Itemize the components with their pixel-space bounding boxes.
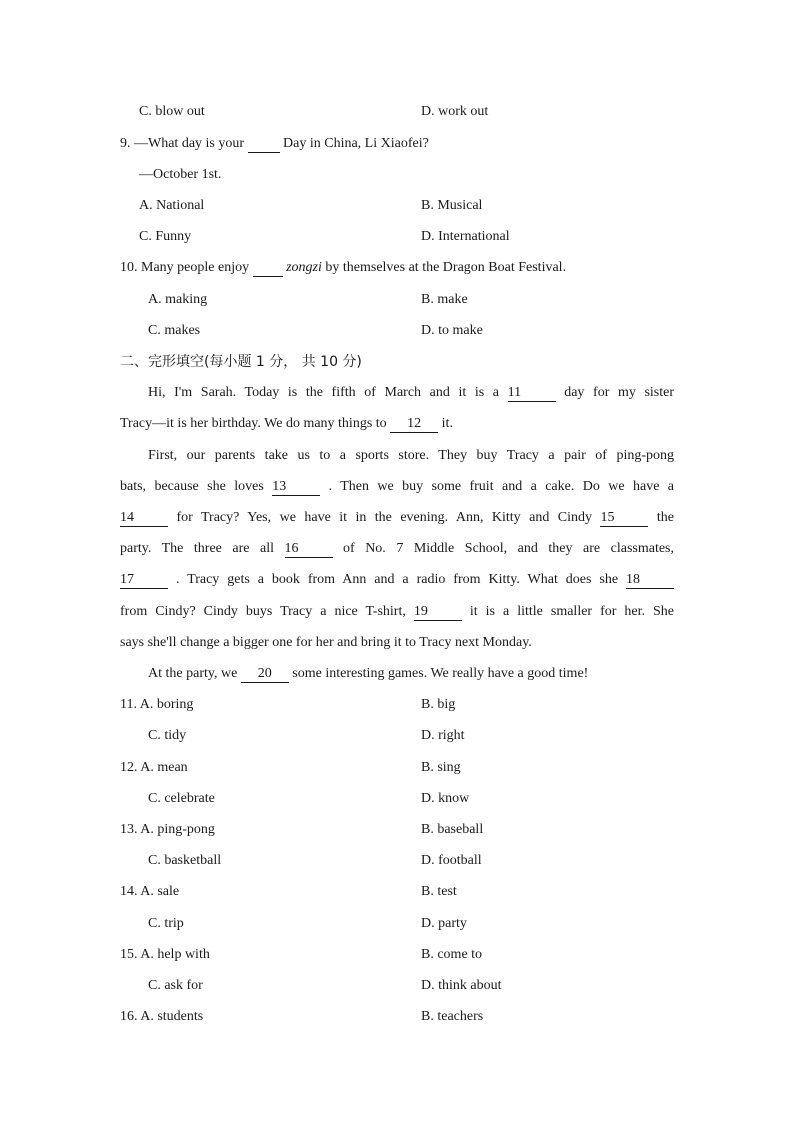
question-14-option-c: C. trip (148, 916, 184, 931)
question-15-option-a: 15. A. help with (120, 947, 210, 962)
passage-line (148, 664, 588, 684)
passage-text: party. The three are all (120, 541, 274, 556)
question-13-option-d: D. football (421, 853, 482, 868)
passage-line (120, 508, 674, 528)
question-14-option-d: D. party (421, 916, 467, 931)
option-d: D. International (421, 229, 510, 244)
cloze-blank: 13 (272, 479, 320, 496)
question-11-option-c: C. tidy (148, 728, 187, 743)
question-15-option-b: B. come to (421, 947, 483, 962)
question-number: 9. (120, 136, 131, 151)
passage-line (120, 602, 674, 622)
option-b: B. Musical (421, 198, 483, 213)
passage-text: it is a little smaller for her. She (469, 604, 675, 619)
cloze-blank: 20 (241, 666, 289, 683)
passage-text: day for my sister (564, 385, 675, 400)
cloze-blank: 19 (414, 604, 462, 621)
question-text: by themselves at the Dragon Boat Festival. (325, 260, 567, 275)
passage-text: it. (441, 416, 453, 431)
option-b: B. make (421, 292, 468, 307)
question-11-option-a: 11. A. boring (120, 697, 194, 712)
question-text: Day in China, Li Xiaofei? (283, 136, 429, 151)
passage-text: At the party, we (148, 666, 238, 681)
question-12-option-d: D. know (421, 791, 470, 806)
passage-text: from Cindy? Cindy buys Tracy a nice T-shirt, (120, 604, 406, 619)
cloze-blank: 16 (285, 541, 333, 558)
question-16-option-b: B. teachers (421, 1009, 484, 1024)
passage-text: . Tracy gets a book from Ann and a radio from Kitty. What does she (175, 572, 619, 587)
passage-text: for Tracy? Yes, we have it in the evening. Ann, Kitty and Cindy (176, 510, 593, 525)
cloze-blank: 18 (626, 572, 674, 589)
passage-text: the (656, 510, 675, 525)
question-15-option-d: D. think about (421, 978, 502, 993)
question-12-option-a: 12. A. mean (120, 760, 188, 775)
cloze-blank: 14 (120, 510, 168, 527)
option-c: C. makes (148, 323, 201, 338)
option-a: A. National (139, 198, 205, 213)
answer-blank (253, 260, 283, 277)
question-10 (120, 258, 566, 278)
passage-line (120, 414, 453, 434)
question-text: Many people enjoy (141, 260, 250, 275)
passage-line: says she'll change a bigger one for her and bring it to Tracy next Monday. (120, 635, 532, 650)
passage-line (120, 539, 674, 559)
question-9 (120, 134, 429, 154)
passage-line (120, 477, 674, 497)
question-12-option-b: B. sing (421, 760, 461, 775)
passage-text: Hi, I'm Sarah. Today is the fifth of March and it is a (148, 385, 499, 400)
option-a: A. making (148, 292, 208, 307)
passage-text: some interesting games. We really have a good time! (292, 666, 589, 681)
passage-line (120, 570, 674, 590)
italic-word: zongzi (286, 260, 322, 275)
section-title: 二、完形填空(每小题 1 分， 共 10 分) (120, 354, 362, 370)
passage-line (148, 383, 674, 403)
passage-text: bats, because she loves (120, 479, 264, 494)
cloze-blank: 15 (600, 510, 648, 527)
passage-text: Tracy—it is her birthday. We do many things to (120, 416, 387, 431)
question-11-option-d: D. right (421, 728, 465, 743)
cloze-blank: 11 (508, 385, 556, 402)
passage-line: First, our parents take us to a sports store. They buy Tracy a pair of ping-pong (148, 448, 674, 463)
question-14-option-b: B. test (421, 884, 457, 899)
option-d: D. work out (421, 104, 489, 119)
question-13-option-b: B. baseball (421, 822, 484, 837)
question-12-option-c: C. celebrate (148, 791, 215, 806)
option-d: D. to make (421, 323, 483, 338)
answer-blank (248, 136, 280, 153)
question-15-option-c: C. ask for (148, 978, 203, 993)
option-c: C. Funny (139, 229, 192, 244)
question-16-option-a: 16. A. students (120, 1009, 204, 1024)
cloze-blank: 12 (390, 416, 438, 433)
option-c: C. blow out (139, 104, 205, 119)
passage-text: . Then we buy some fruit and a cake. Do we have a (328, 479, 675, 494)
question-13-option-a: 13. A. ping-pong (120, 822, 215, 837)
cloze-blank: 17 (120, 572, 168, 589)
passage-text: of No. 7 Middle School, and they are classmates, (343, 541, 674, 556)
question-number: 10. (120, 260, 138, 275)
question-13-option-c: C. basketball (148, 853, 222, 868)
question-text: —What day is your (134, 136, 245, 151)
question-11-option-b: B. big (421, 697, 456, 712)
question-14-option-a: 14. A. sale (120, 884, 180, 899)
question-9-answer-line: —October 1st. (139, 167, 222, 182)
